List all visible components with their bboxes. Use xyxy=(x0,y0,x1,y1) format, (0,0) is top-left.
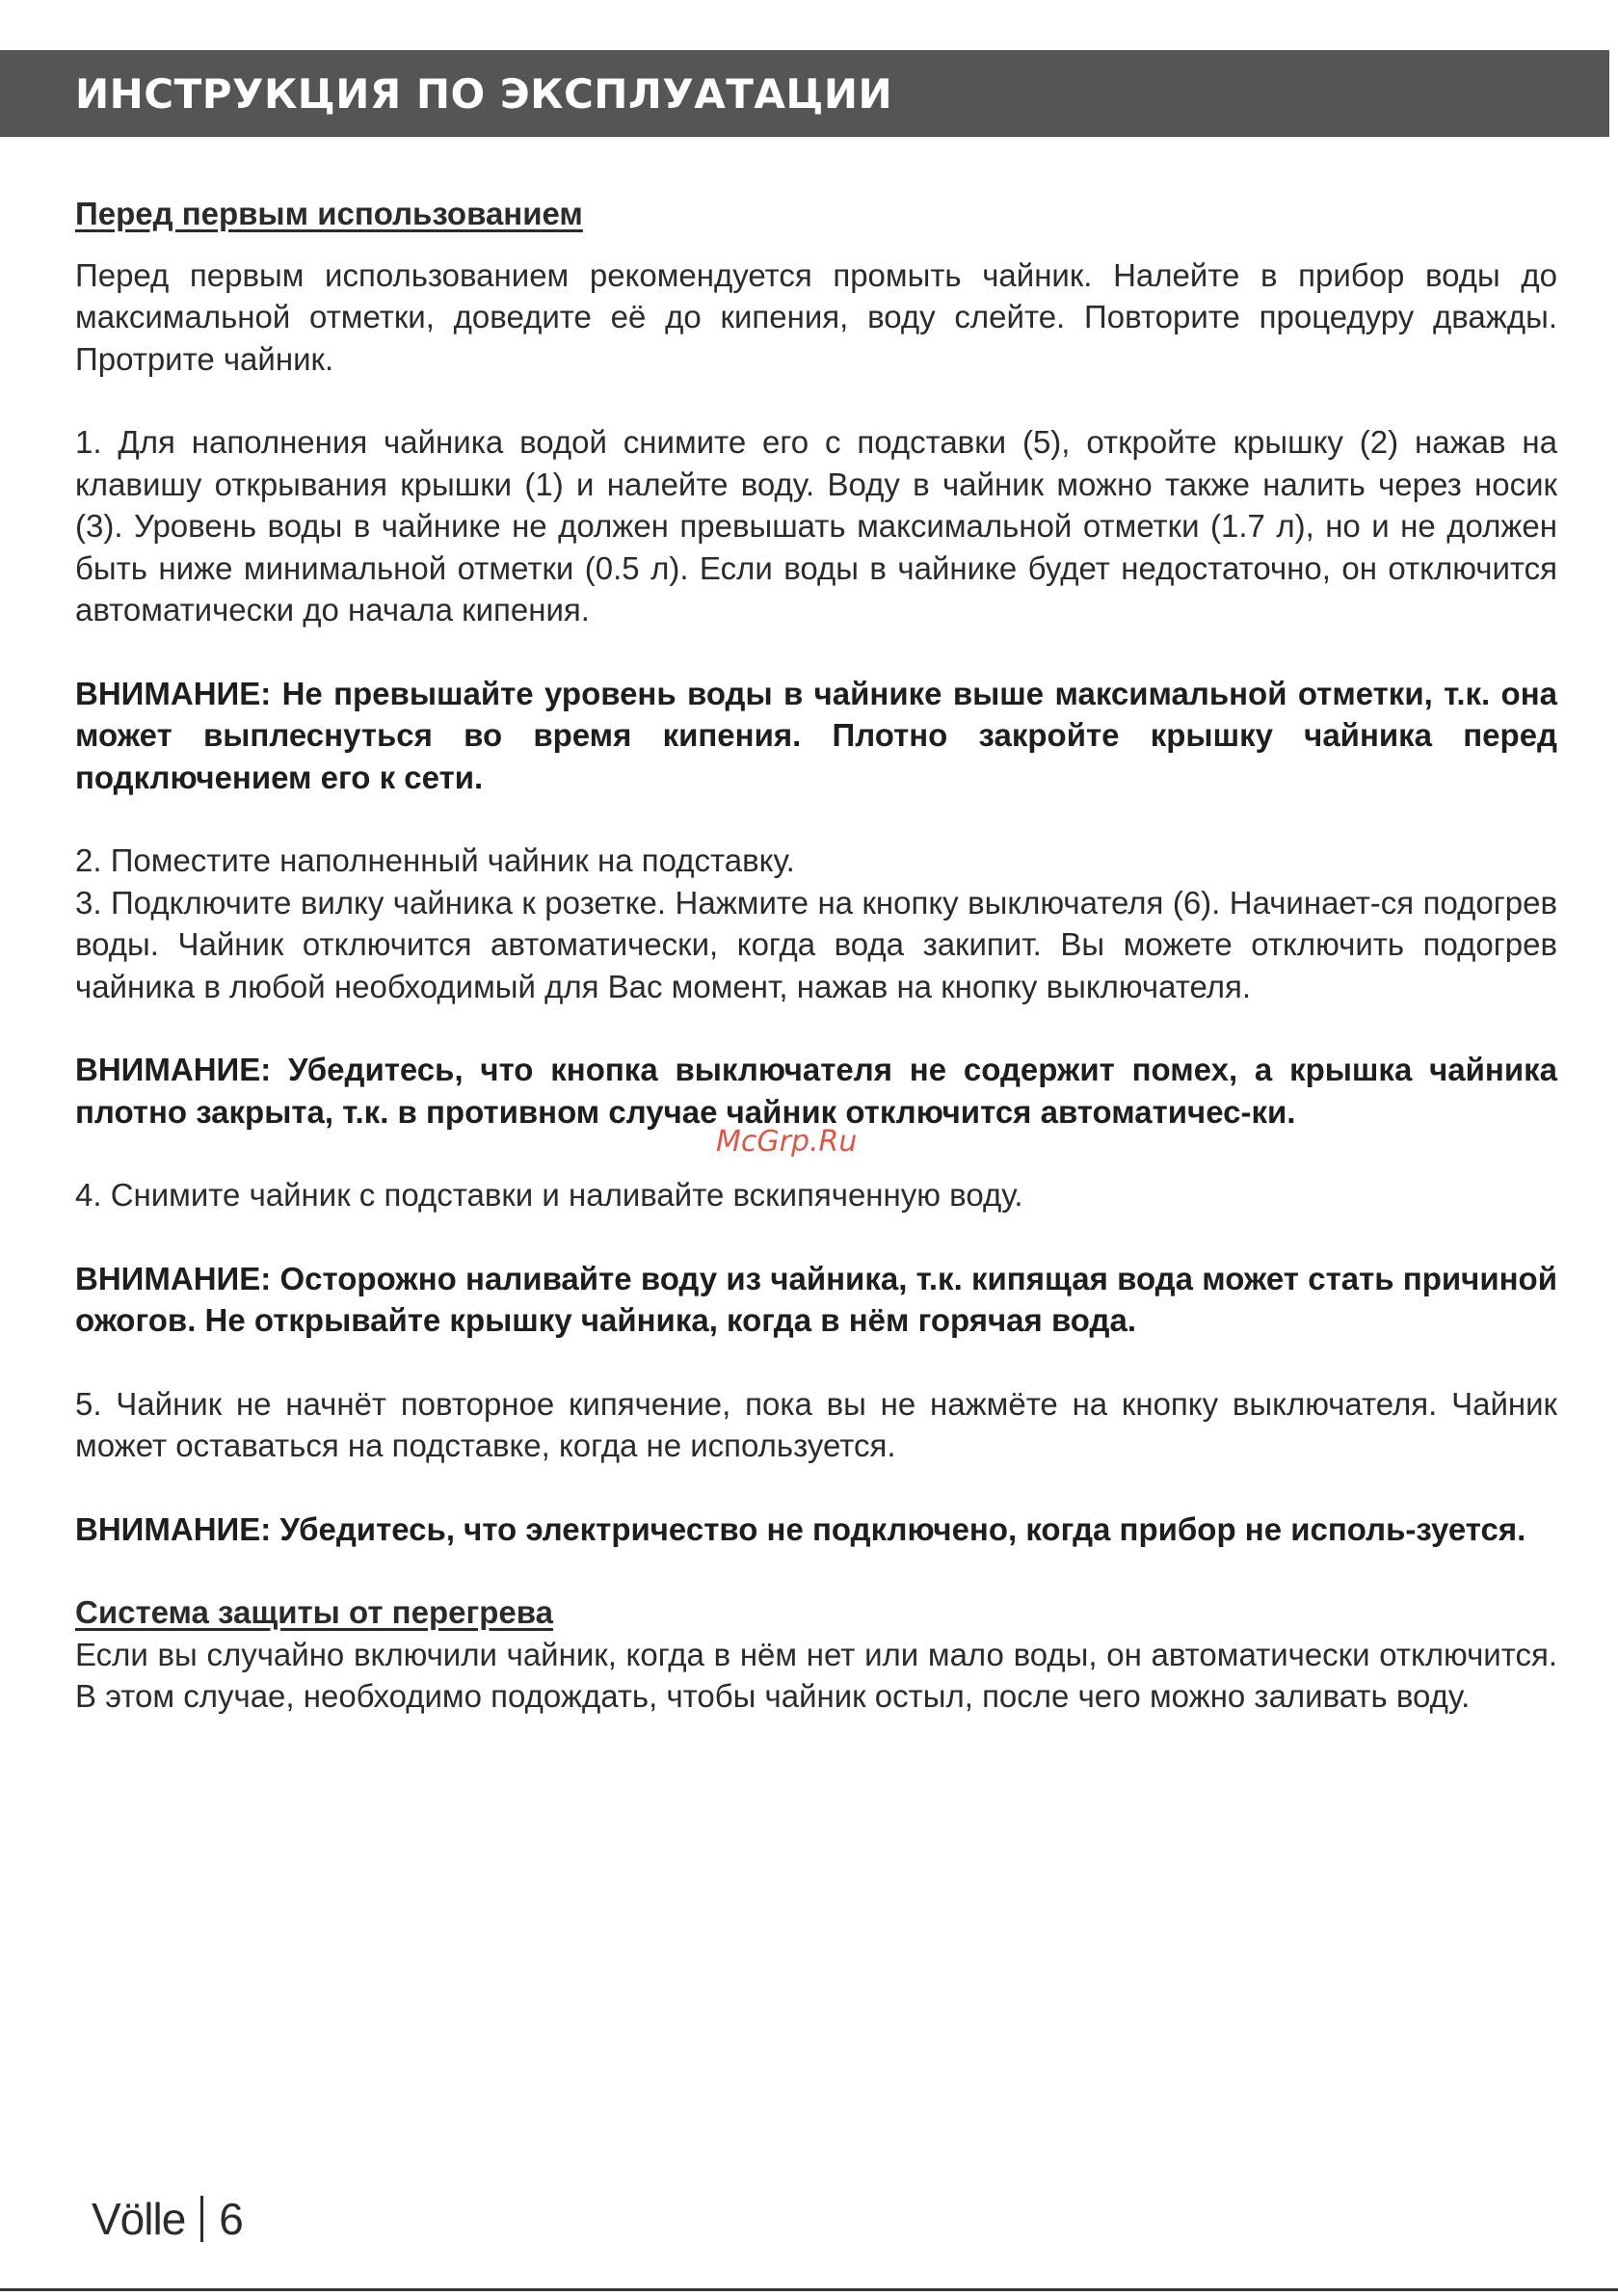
step-5-paragraph: 5. Чайник не начнёт повторное кипячение, пока вы не нажмёте на кнопку выключателя. Чайник может оставаться на подставке, когда не используется. xyxy=(75,1385,1557,1463)
watermark: McGrp.Ru xyxy=(716,1125,858,1159)
header-bar xyxy=(0,50,1609,137)
warning-paragraph-4: ВНИМАНИЕ: Убедитесь, что электричество не подключено, когда прибор не исполь-зуется. xyxy=(75,1510,1526,1547)
warning-paragraph-1: ВНИМАНИЕ: Не превышайте уровень воды в чайнике выше максимальной отметки, т.к. она может выплеснуться во время кипения. Плотно закройте крышку чайника перед подключением его к сети. xyxy=(75,675,1557,795)
step-4-paragraph: 4. Снимите чайник с подставки и наливайте вскипяченную воду. xyxy=(75,1177,1023,1213)
page-number: 6 xyxy=(219,2194,244,2244)
step-2-paragraph: 2. Поместите наполненный чайник на подставку. xyxy=(75,842,795,878)
step-1-paragraph: 1. Для наполнения чайника водой снимите его с подставки (5), откройте крышку (2) нажав на клавишу открывания крышки (1) и налейте воду. Воду в чайник можно также налить через носик (3). Уровень воды в чайнике не должен превышать максимальной отметки (1.7 л), но и не должен быть ниже минимальной отметки (0.5 л). Если воды в чайнике будет недостаточно, он отключится автоматически до начала кипения. xyxy=(75,424,1557,627)
overheat-heading: Система защиты от перегрева xyxy=(75,1594,553,1630)
overheat-paragraph: Если вы случайно включили чайник, когда в нём нет или мало воды, он автоматически отключится. В этом случае, необходимо подождать, чтобы чайник остыл, после чего можно заливать воду. xyxy=(75,1636,1557,1714)
first-use-heading: Перед первым использованием xyxy=(75,196,583,231)
warning-paragraph-2: ВНИМАНИЕ: Убедитесь, что кнопка выключателя не содержит помех, а крышка чайника плотно закрыта, т.к. в противном случае чайник отключится автоматичес-ки. xyxy=(75,1052,1557,1130)
footer-divider xyxy=(200,2196,203,2242)
warning-paragraph-3: ВНИМАНИЕ: Осторожно наливайте воду из чайника, т.к. кипящая вода может стать причиной ожогов. Не открывайте крышку чайника, когда в нём горячая вода. xyxy=(75,1260,1557,1338)
brand-logo: Völle xyxy=(92,2194,186,2244)
bottom-rule xyxy=(0,2288,1618,2291)
page-title: ИНСТРУКЦИЯ ПО ЭКСПЛУАТАЦИИ xyxy=(75,69,893,118)
step-3-paragraph: 3. Подключите вилку чайника к розетке. Нажмите на кнопку выключателя (6). Начинает-ся подогрев воды. Чайник отключится автоматически, когда вода закипит. Вы можете отключить подогрев чайника в любой необходимый для Вас момент, нажав на кнопку выключателя. xyxy=(75,884,1557,1004)
page-footer xyxy=(92,2193,244,2245)
instructions-body xyxy=(75,193,1557,1718)
first-use-paragraph: Перед первым использованием рекомендуется промыть чайник. Налейте в прибор воды до максимальной отметки, доведите её до кипения, воду слейте. Повторите процедуру дважды. Протрите чайник. xyxy=(75,256,1557,377)
